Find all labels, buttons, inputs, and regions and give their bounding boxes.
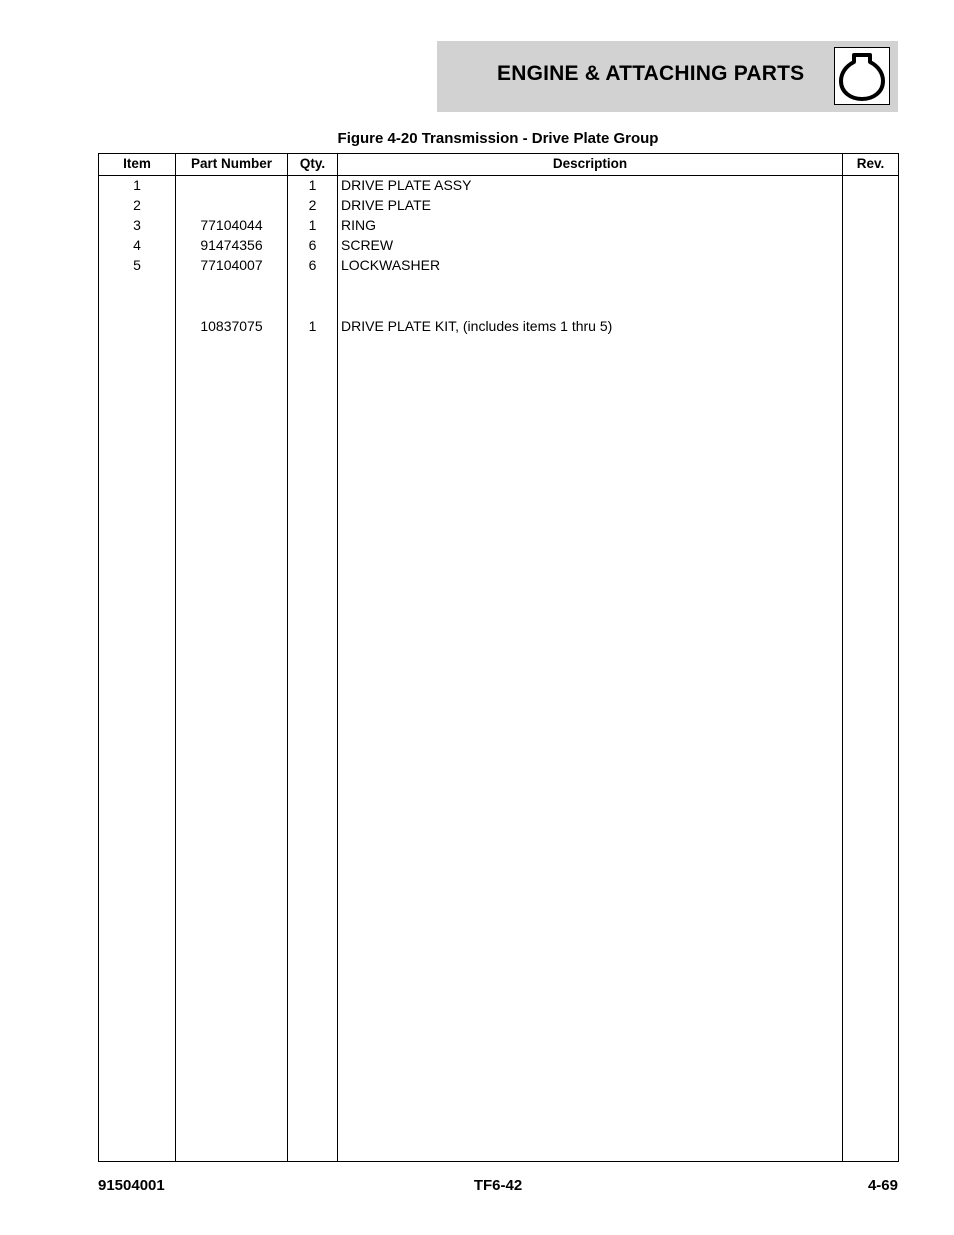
table-row	[99, 195, 898, 215]
column-divider	[175, 154, 176, 1161]
column-header-rev: Rev.	[856, 156, 885, 171]
item-number: 1	[133, 177, 141, 193]
column-header-description: Description	[552, 156, 628, 171]
column-header-part-number: Part Number	[190, 156, 273, 171]
description: SCREW	[341, 237, 394, 253]
quantity: 1	[308, 318, 317, 334]
column-divider	[337, 154, 338, 1161]
quantity: 6	[308, 257, 317, 273]
table-row	[99, 255, 898, 275]
description: LOCKWASHER	[341, 257, 441, 273]
item-number: 2	[133, 197, 141, 213]
column-divider	[287, 154, 288, 1161]
figure-title: Figure 4-20 Transmission - Drive Plate Group	[337, 130, 659, 147]
footer-figure-code: TF6-42	[473, 1177, 523, 1194]
quantity: 2	[308, 197, 317, 213]
section-header	[437, 41, 898, 112]
description: DRIVE PLATE ASSY	[341, 177, 472, 193]
quantity: 6	[308, 237, 317, 253]
part-number: 91474356	[200, 237, 263, 253]
engine-block-icon	[834, 47, 890, 105]
description: DRIVE PLATE	[341, 197, 431, 213]
footer-document-number: 91504001	[98, 1177, 165, 1194]
item-number: 4	[133, 237, 141, 253]
quantity: 1	[308, 217, 317, 233]
part-number: 77104044	[200, 217, 263, 233]
section-title: ENGINE & ATTACHING PARTS	[497, 62, 805, 85]
parts-table	[98, 153, 899, 1162]
quantity: 1	[308, 177, 317, 193]
part-number: 10837075	[200, 318, 263, 334]
column-header-qty: Qty.	[299, 156, 326, 171]
table-row	[99, 215, 898, 235]
table-row	[99, 175, 898, 195]
table-row	[99, 316, 898, 336]
part-number: 77104007	[200, 257, 263, 273]
description: RING	[341, 217, 376, 233]
item-number: 3	[133, 217, 141, 233]
footer-page-number: 4-69	[867, 1177, 898, 1194]
column-divider	[842, 154, 843, 1161]
description: DRIVE PLATE KIT, (includes items 1 thru 5)	[341, 318, 613, 334]
column-header-item: Item	[123, 156, 151, 171]
item-number: 5	[133, 257, 141, 273]
table-row	[99, 235, 898, 255]
